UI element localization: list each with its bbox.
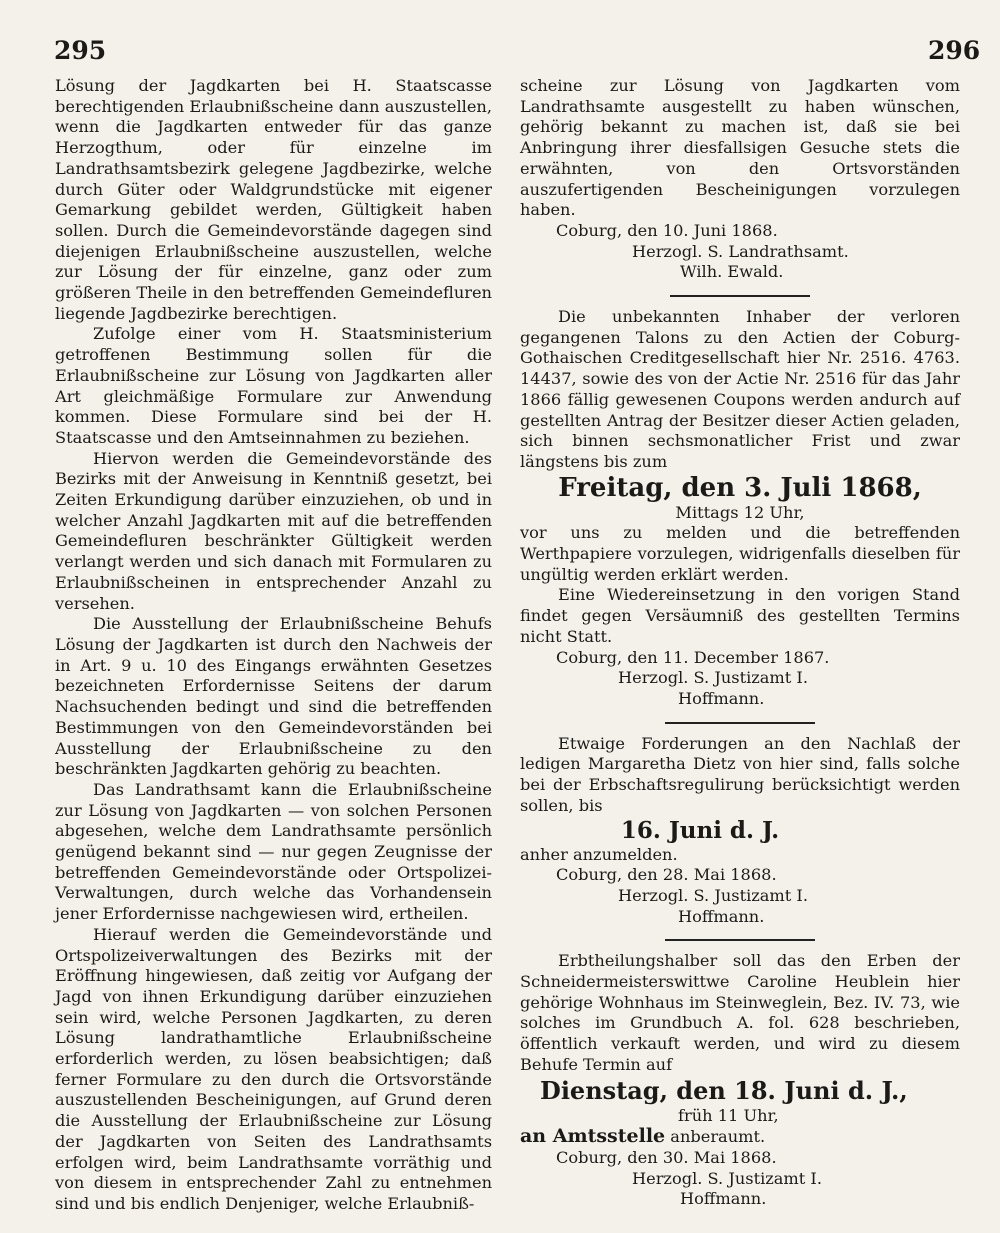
signer: Hoffmann. — [680, 1189, 767, 1209]
divider — [665, 939, 815, 941]
notice-text: scheine zur Lösung von Jagdkarten vom Landrathsamte ausgestellt zu haben wünschen, gehörig bekannt zu machen ist, daß sie bei Anbringung ihrer diesfallsigen Gesuche stets die erwähnten, von den Ortsvorständen auszufertigenden Bescheinigungen vorzulegen haben. — [520, 76, 960, 220]
signer: Hoffmann. — [678, 906, 765, 926]
notice-text: Erbtheilungshalber soll das den Erben der Schneidermeisterswittwe Caroline Heublein hier gehörige Wohnhaus im Steinweglein, Bez. IV. 73, wie solches im Grundbuch A. fol. 628 beschrieben, öffentlich verkauft werden, und wird zu diesem Behufe Termin auf — [520, 951, 960, 1074]
notice-text: vor uns zu melden und die betreffenden Werthpapiere vorzulegen, widrigenfalls dieselben für ungültig werden erklärt werden. — [520, 523, 960, 584]
left-column — [55, 76, 492, 1215]
notice-text: Eine Wiedereinsetzung in den vorigen Stand findet gegen Versäumniß des gestellten Termins nicht Statt. — [520, 585, 960, 646]
notice-text: anher anzumelden. — [520, 844, 678, 864]
page-number-right: 296 — [928, 36, 981, 65]
place-date: Coburg, den 11. December 1867. — [556, 647, 830, 667]
place-date: Coburg, den 10. Juni 1868. — [556, 220, 778, 240]
deadline-date: Dienstag, den 18. Juni d. J., — [540, 1075, 908, 1105]
deadline-date: Freitag, den 3. Juli 1868, — [558, 472, 922, 503]
divider — [665, 722, 815, 724]
right-column — [520, 76, 960, 1210]
deadline-date: 16. Juni d. J. — [620, 816, 780, 844]
notice-text: Etwaige Forderungen an den Nachlaß der ledigen Margaretha Dietz von hier sind, falls solche bei der Erbschaftsregulirung berücksichtigt werden sollen, bis — [520, 733, 960, 815]
place-date: Coburg, den 28. Mai 1868. — [556, 865, 777, 885]
paragraph: Hierauf werden die Gemeindevorstände und Ortspolizeiverwaltungen des Bezirks mit der Eröffnung hingewiesen, daß zeitig vor Aufgang der Jagd von ihnen Erkundigung darüber einzuziehen sein wird, welche Personen Jagdkarten, zu deren Lösung landrathamtliche Erlaubnißscheine erforderlich werden, zu lösen beabsichtigen; daß ferner Formulare zu den durch die Ortsvorstände auszustellenden Bescheinigungen, auf Grund deren die Ausstellung der Erlaubnißscheine zur Lösung der Jagdkarten von Seiten des Landrathsamts erfolgen wird, beim Landrathsamte vorräthig und von diesem in entsprechender Zahl zu entnehmen sind und bis endlich Denjeniger, welche Erlaubniß- — [55, 924, 492, 1213]
notice-wohnhaus — [520, 951, 960, 1210]
authority: Herzogl. S. Justizamt I. — [618, 885, 808, 905]
authority: Herzogl. S. Landrathsamt. — [632, 241, 849, 261]
notice-text: Die unbekannten Inhaber der verloren gegangenen Talons zu den Actien der Coburg-Gothaischen Creditgesellschaft hier Nr. 2516. 4763. 14437, sowie des von der Actie Nr. 2516 für das Jahr 1866 fällig gewesenen Coupons werden andurch auf gestellten Antrag der Besitzer dieser Actien geladen, sich binnen sechsmonatlicher Frist und zwar längstens bis zum — [520, 307, 960, 471]
signer: Wilh. Ewald. — [680, 262, 784, 282]
place-date: Coburg, den 30. Mai 1868. — [556, 1147, 777, 1167]
authority: Herzogl. S. Justizamt I. — [632, 1168, 822, 1188]
deadline-time: Mittags 12 Uhr, — [675, 502, 805, 522]
notice-nachlass — [520, 734, 960, 928]
notice-place-line — [520, 1126, 960, 1148]
deadline-time: früh 11 Uhr, — [678, 1105, 779, 1125]
page-number-left: 295 — [54, 36, 107, 65]
notice-jagdkarten — [520, 76, 960, 283]
paragraph: Das Landrathsamt kann die Erlaubnißscheine zur Lösung von Jagdkarten — von solchen Personen abgesehen, welche dem Landrathsamte persönlich genügend bekannt sind — nur gegen Zeugnisse der betreffenden Gemeindevorstände oder Ortspolizei-Verwaltungen, durch welche das Vorhandensein jener Erfordernisse nachgewiesen wird, ertheilen. — [55, 779, 492, 924]
signer: Hoffmann. — [678, 688, 765, 708]
divider — [670, 295, 810, 297]
place-bold: an Amtsstelle — [520, 1125, 666, 1148]
paragraph: Lösung der Jagdkarten bei H. Staatscasse berechtigenden Erlaubnißscheine dann auszustellen, wenn die Jagdkarten entweder für das ganze Herzogthum, oder für einzelne im Landrathsamtsbezirk gelegene Jagdbezirke, welche durch Güter oder Waldgrundstücke mit eigener Gemarkung gebildet werden, Gültigkeit haben sollen. Durch die Gemeindevorstände dagegen sind diejenigen Erlaubnißscheine auszustellen, welche zur Lösung der für einzelne, ganz oder zum größeren Theile in den betreffenden Gemeindefluren liegende Jagdbezirke berechtigen. — [55, 76, 492, 323]
paragraph: Zufolge einer vom H. Staatsministerium getroffenen Bestimmung sollen für die Erlaubnißscheine zur Lösung von Jagdkarten aller Art gleichmäßige Formulare zur Anwendung kommen. Diese Formulare sind bei der H. Staatscasse und den Amtseinnahmen zu beziehen. — [55, 324, 492, 447]
authority: Herzogl. S. Justizamt I. — [618, 668, 808, 688]
paragraph: Hiervon werden die Gemeindevorstände des Bezirks mit der Anweisung in Kenntniß gesetzt, bei Zeiten Erkundigung darüber einzuziehen, ob und in welcher Anzahl Jagdkarten mit auf die betreffenden Gemeindefluren beschränkter Gültigkeit werden verlangt werden und sich danach mit Formularen zu Erlaubnißscheinen in entsprechender Anzahl zu versehen. — [55, 448, 492, 613]
notice-talons — [520, 307, 960, 710]
place-suffix: anberaumt. — [665, 1127, 766, 1147]
paragraph: Die Ausstellung der Erlaubnißscheine Behufs Lösung der Jagdkarten ist durch den Nachweis der in Art. 9 u. 10 des Eingangs erwähnten Gesetzes bezeichneten Erfordernisse Seitens der darum Nachsuchenden bedingt und sind die betreffenden Bestimmungen von den Gemeindevorständen bei Ausstellung der Erlaubnißscheine zu den beschränkten Jagdkarten gehörig zu beachten. — [55, 614, 492, 779]
